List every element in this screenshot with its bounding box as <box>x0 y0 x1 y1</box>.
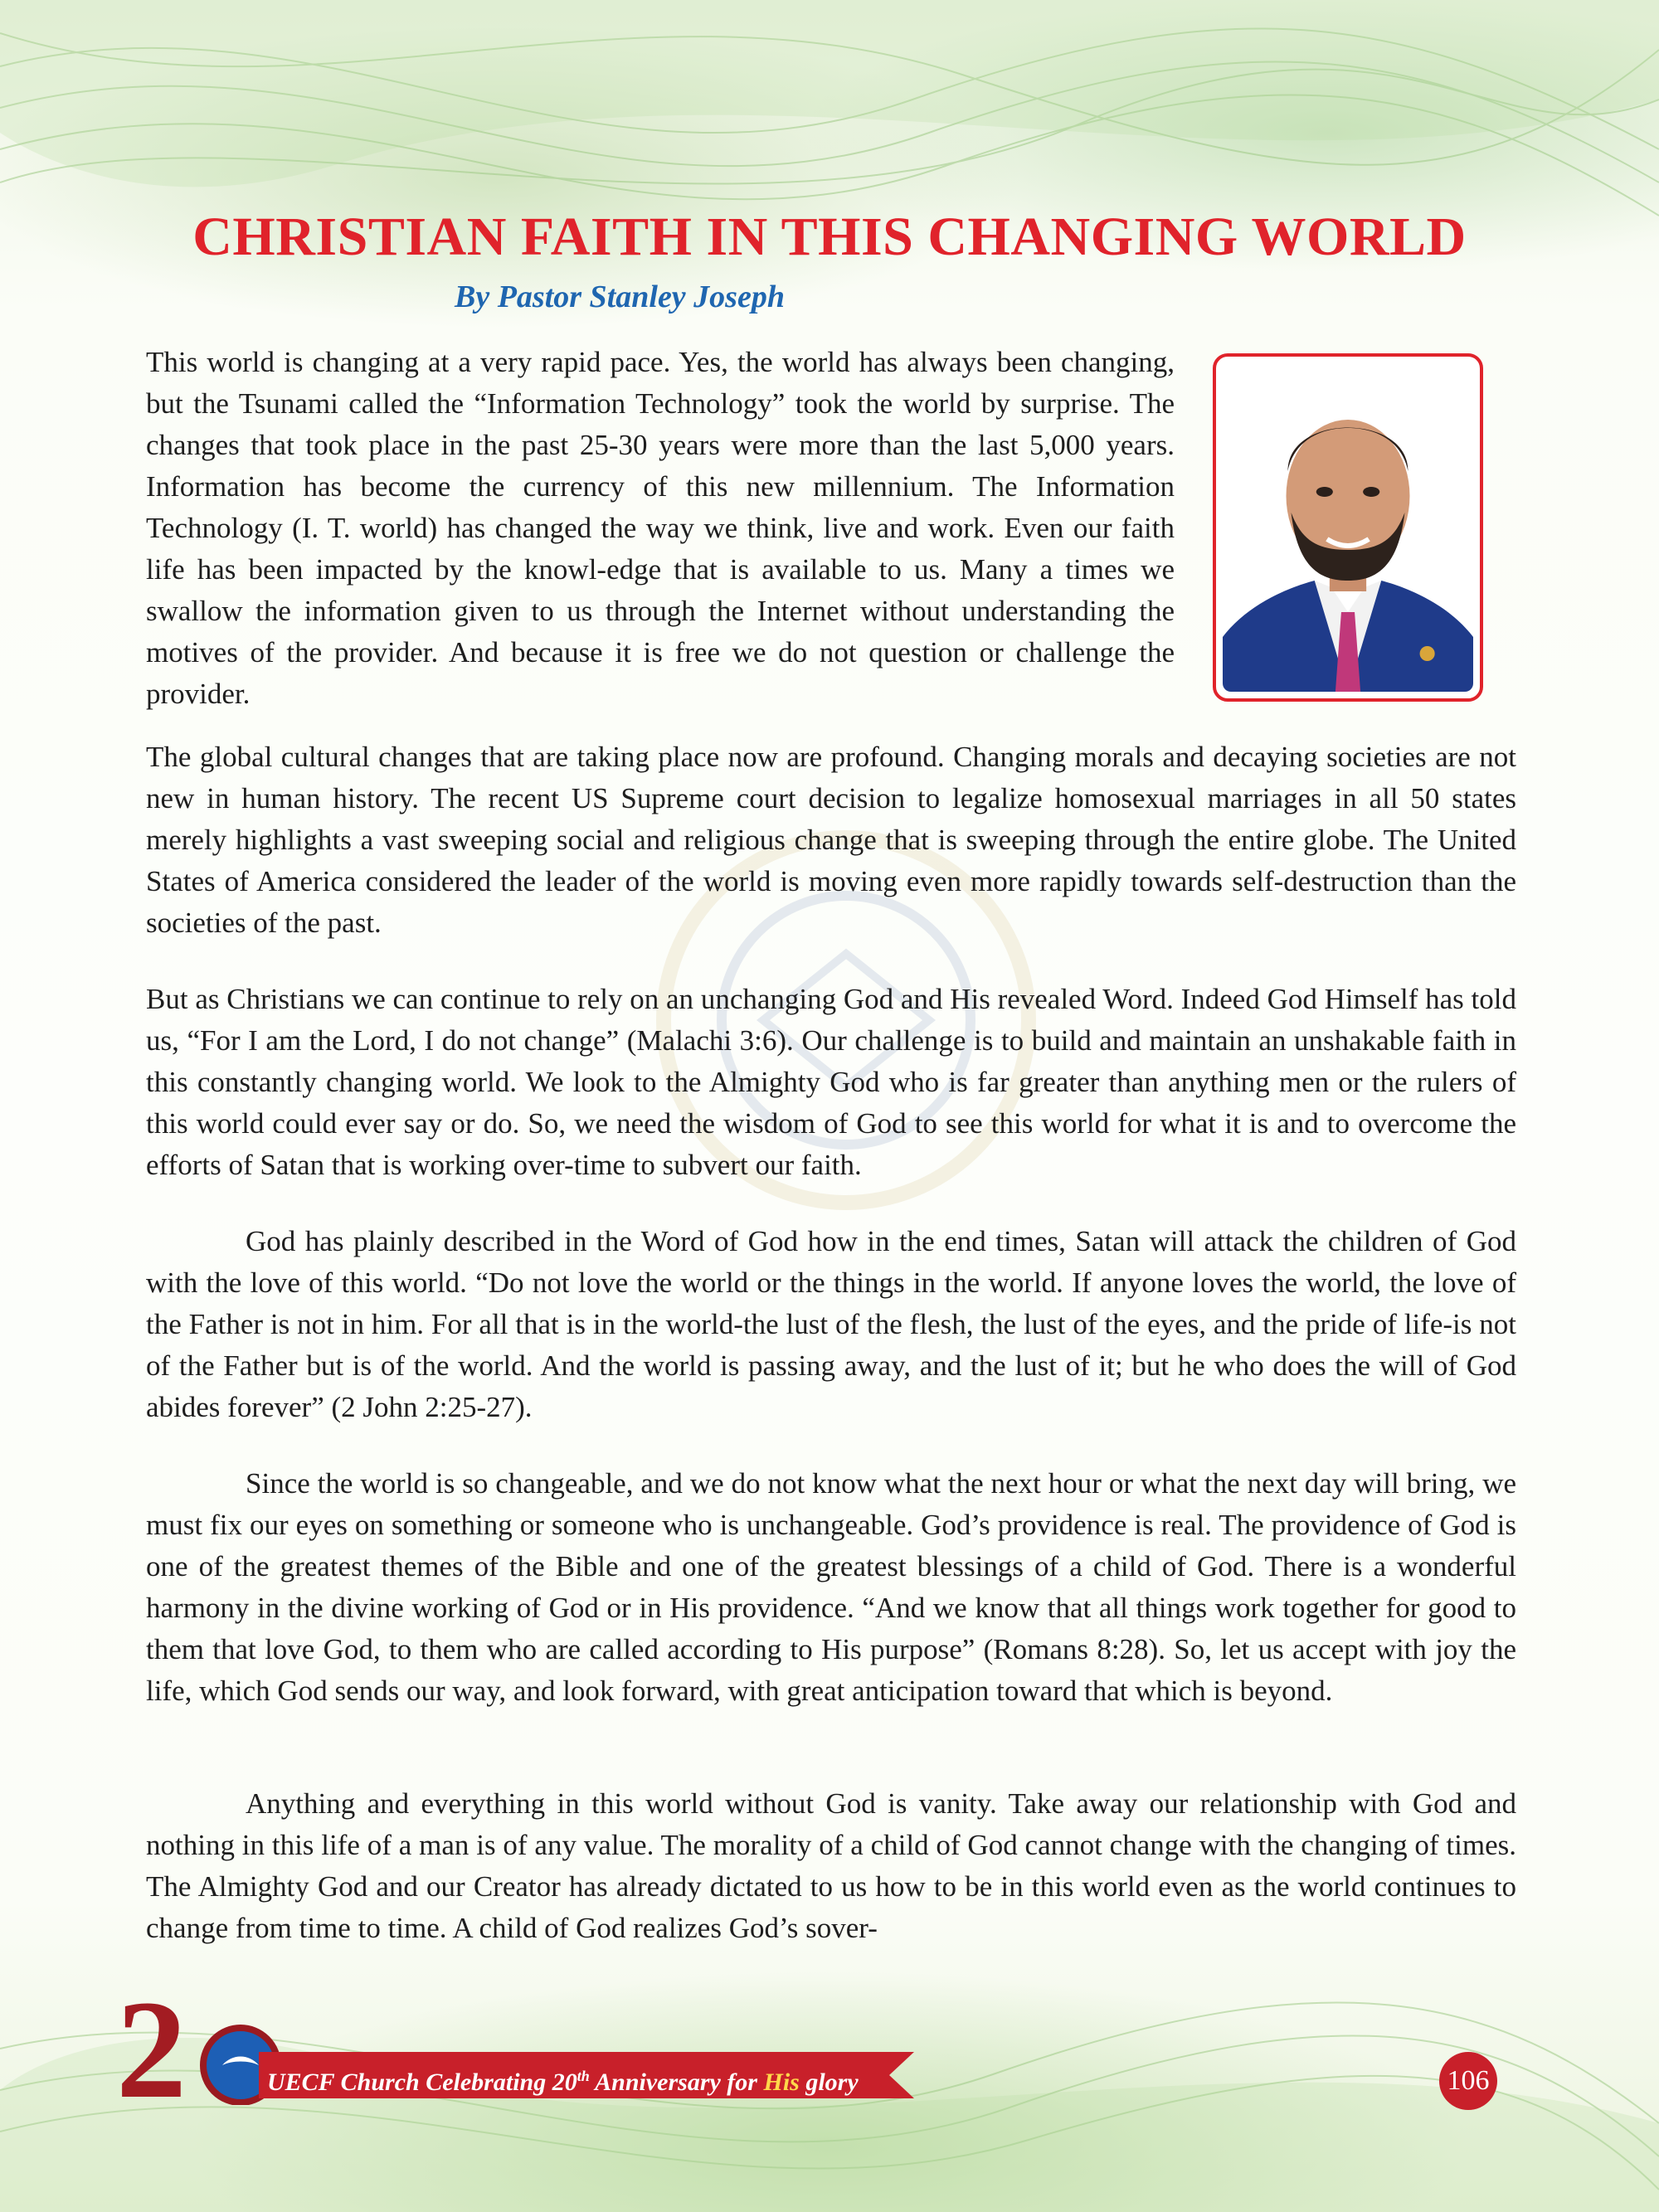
ribbon-middle: Anniversary for <box>589 2069 764 2096</box>
ribbon-superscript: th <box>577 2068 590 2084</box>
ribbon-his: His <box>763 2069 800 2096</box>
article-paragraph: The global cultural changes that are taking place now are profound. Changing morals and decaying societies are not new in human history. The recent US Supreme court decision to legalize homosexual marriages in all 50 states merely highlights a vast sweeping social and religious change that is sweeping through the entire globe. The United States of America considered the leader of the world is moving even more rapidly towards self-destruction than the societies of the past. <box>146 741 1516 939</box>
page-number-badge: 106 <box>1439 2052 1497 2110</box>
article-paragraph: God has plainly described in the Word of God how in the end times, Satan will attack the children of God with the love of this world. “Do not love the world or the things in the world. If anyone loves the world, the love of the Father is not in him. For all that is in the world-the lust of the flesh, the lust of the eyes, and the pride of life-is not of the Father but is of the world. And the world is passing away, and the lust of it; but he who does the will of God abides forever” (2 John 2:25-27). <box>146 1225 1516 1423</box>
article-paragraph: This world is changing at a very rapid pace. Yes, the world has always been changing, but the Tsunami called the “Information Technology” took the world by surprise. The changes that took place in the past 25-30 years were more than the last 5,000 years. Information has become the currency of this new millennium. The Information Technology (I. T. world) has changed the way we think, live and work. Even our faith life has been impacted by the knowl-edge that is available to us. Many a times we swallow the information given to us through the Internet without understanding the motives of the provider. And because it is free we do not question or challenge the provider. <box>146 346 1175 710</box>
author-portrait-icon <box>1223 363 1473 692</box>
twenty-anniversary-logo <box>116 1989 282 2105</box>
article-title: CHRISTIAN FAITH IN THIS CHANGING WORLD <box>192 207 1467 267</box>
ribbon-prefix: UECF Church Celebrating 20 <box>267 2069 577 2096</box>
svg-text:2: 2 <box>116 1989 187 2105</box>
article-paragraph: But as Christians we can continue to rely on an unchanging God and His revealed Word. Indeed God Himself has told us, “For I am the Lord, I do not change” (Malachi 3:6). Our challenge is to build and maintain an unshakable faith in this constantly changing world. We look to the Almighty God who is far greater than anything men or the rulers of this world could ever say or do. So, we need the wisdom of God to see this world for what it is and to overcome the efforts of Satan that is working over-time to subvert our faith. <box>146 983 1516 1181</box>
article-byline: By Pastor Stanley Joseph <box>455 280 785 314</box>
article-paragraph: Anything and everything in this world without God is vanity. Take away our relationship with God and nothing in this life of a man is of any value. The morality of a child of God cannot change with the changing of times. The Almighty God and our Creator has already dictated to us how to be in this world even as the world continues to change from time to time. A child of God realizes God’s sover- <box>146 1787 1516 1944</box>
footer-ribbon-text <box>267 2057 881 2095</box>
author-photo-frame <box>1213 353 1483 702</box>
article-paragraph: Since the world is so changeable, and we do not know what the next hour or what the next day will bring, we must fix our eyes on something or someone who is unchangeable. God’s providence is real. The providence of God is one of the greatest themes of the Bible and one of the greatest blessings of a child of God. There is a wonderful harmony in the divine working of God or in His providence. “And we know that all things work together for good to them that love God, to them who are called according to His purpose” (Romans 8:28). So, let us accept with joy the life, which God sends our way, and look forward, with great anticipation toward that which is beyond. <box>146 1467 1516 1707</box>
ribbon-suffix: glory <box>799 2069 859 2096</box>
